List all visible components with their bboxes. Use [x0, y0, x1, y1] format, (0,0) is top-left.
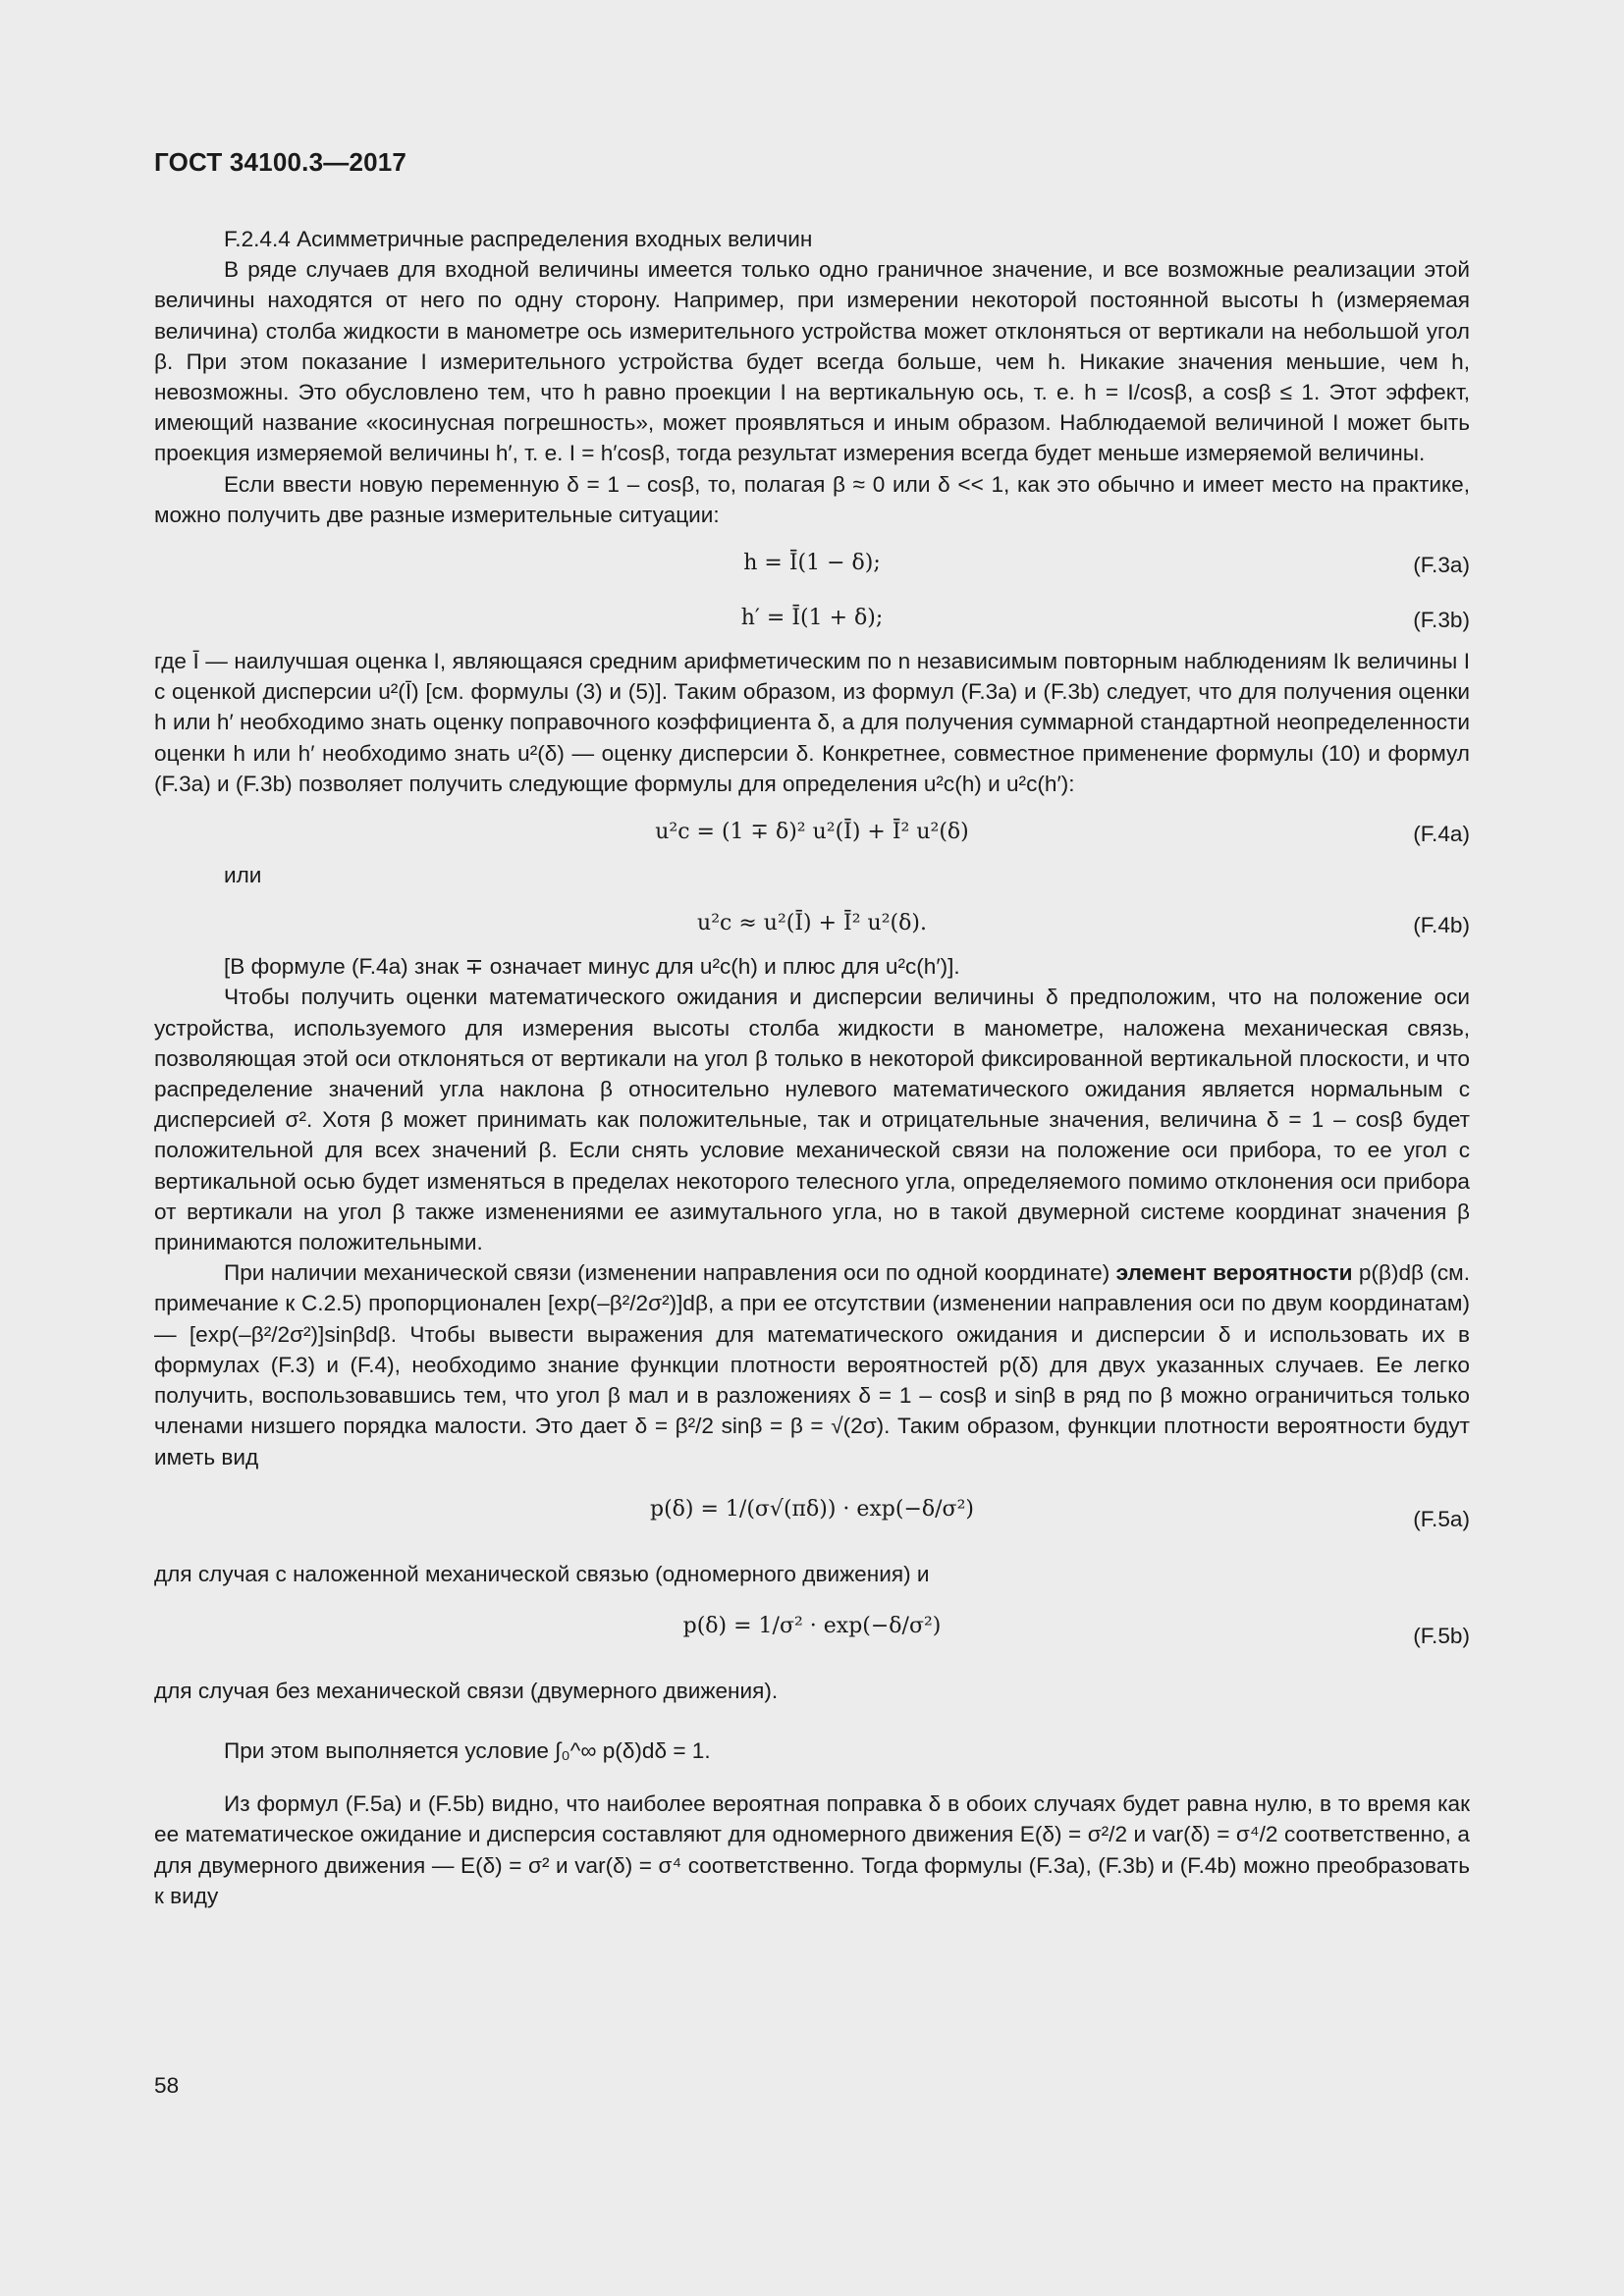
formula-f5b-number: (F.5b) [1413, 1623, 1470, 1648]
formula-f5b [154, 1603, 1470, 1666]
formula-f3b-expr: h′ = Ī(1 + δ); [740, 606, 884, 631]
formula-f3b-number: (F.3b) [1413, 608, 1470, 633]
paragraph-4: [В формуле (F.4a) знак ∓ означает минус для u²c(h) и плюс для u²c(h′)]. [224, 954, 960, 980]
formula-f3b [154, 597, 1470, 640]
formula-f5b-expr: p(δ) = 1/σ² · exp(−δ/σ²) [682, 1613, 942, 1638]
paragraph-6-start: При наличии механической связи (изменении направления оси по одной координате) [224, 1260, 1110, 1286]
document-header: ГОСТ 34100.3—2017 [154, 147, 407, 177]
page-number: 58 [154, 2073, 180, 2098]
paragraph-6-rest: p(β)dβ (см. примечание к С.2.5) пропорционален [exp(–β²/2σ²)]dβ, а при ее отсутствии (изменении направления оси по двум координатам) — [exp(–β²/2σ²)]sinβdβ. Чтобы вывести выражения для математического ожидания и дисперсии δ и использовать их в формулах (F.3) и (F.4), необходимо знание функции плотности вероятностей p(δ) для двух указанных случаев. Ее легко получить, воспользовавшись тем, что угол β мал и в разложениях δ = 1 – cosβ и sinβ в ряд по β можно ограничиться только членами низшего порядка малости. Это дает δ = β²/2 sinβ = β = √(2σ). Таким образом, функции плотности вероятности будут иметь вид [154, 1260, 1470, 1469]
formula-f5a-expr: p(δ) = 1/(σ√(πδ)) · exp(−δ/σ²) [650, 1496, 974, 1522]
page-body [154, 224, 1470, 1911]
paragraph-7: для случая с наложенной механической связью (одномерного движения) и [154, 1561, 930, 1586]
formula-f4a [154, 811, 1470, 854]
formula-f4b [154, 902, 1470, 945]
paragraph-8: для случая без механической связи (двумерного движения). [154, 1678, 779, 1703]
formula-f4b-expr: u²c ≈ u²(Ī) + Ī² u²(δ). [697, 911, 927, 936]
paragraph-10: Из формул (F.5a) и (F.5b) видно, что наиболее вероятная поправка δ в обоих случаях будет равна нулю, в то время как ее математическое ожидание и дисперсия составляют для одномерного движения E(δ) = σ²/2 и var(δ) = σ⁴/2 соответственно, а для двумерного движения — E(δ) = σ² и var(δ) = σ⁴ соответственно. Тогда формулы (F.3a), (F.3b) и (F.4b) можно преобразовать к виду [154, 1791, 1470, 1908]
formula-f3a [154, 542, 1470, 585]
formula-f4a-expr: u²c = (1 ∓ δ)² u²(Ī) + Ī² u²(δ) [655, 820, 969, 845]
paragraph-6-bold-term: элемент вероятности [1115, 1260, 1353, 1286]
paragraph-5: Чтобы получить оценки математического ожидания и дисперсии величины δ предположим, что на положение оси устройства, используемого для измерения высоты столба жидкости в манометре, наложена механическая связь, позволяющая этой оси отклоняться от вертикали на угол β только в некоторой фиксированной вертикальной плоскости, и что распределение значений угла наклона β относительно нулевого математического ожидания является нормальным с дисперсией σ². Хотя β может принимать как положительные, так и отрицательные значения, величина δ = 1 – cosβ будет положительной для всех значений β. Если снять условие механической связи на положение оси прибора, то ее угол с вертикальной осью будет изменяться в пределах некоторого телесного угла, определяемого помимо отклонения оси прибора от вертикали на угол β также изменениями ее азимутального угла, но в такой двумерной системе координат значения β принимаются положительными. [154, 985, 1470, 1255]
paragraph-2: Если ввести новую переменную δ = 1 – cosβ, то, полагая β ≈ 0 или δ << 1, как это обычно и имеет место на практике, можно получить две разные измерительные ситуации: [154, 471, 1470, 527]
formula-f3a-number: (F.3a) [1413, 553, 1470, 578]
paragraph-3: где Ī — наилучшая оценка I, являющаяся средним арифметическим по n независимым повторным наблюдениям Ik величины I с оценкой дисперсии u²(Ī) [см. формулы (3) и (5)]. Таким образом, из формул (F.3a) и (F.3b) следует, что для получения оценки h или h′ необходимо знать оценку поправочного коэффициента δ, а для получения суммарной стандартной неопределенности оценки h или h′ необходимо знать u²(δ) — оценку дисперсии δ. Конкретнее, совместное применение формулы (10) и формул (F.3a) и (F.3b) позволяет получить следующие формулы для определения u²c(h) и u²c(h′): [154, 649, 1470, 796]
formula-f5a [154, 1486, 1470, 1549]
section-heading: F.2.4.4 Асимметричные распределения входных величин [224, 227, 813, 251]
paragraph-9: При этом выполняется условие ∫₀^∞ p(δ)dδ = 1. [224, 1738, 711, 1764]
formula-f5a-number: (F.5a) [1413, 1506, 1470, 1531]
formula-f4b-number: (F.4b) [1413, 913, 1470, 938]
paragraph-6 [154, 1257, 1470, 1471]
integral-condition [154, 1714, 1470, 1789]
formula-f4a-number: (F.4a) [1413, 822, 1470, 847]
or-word: или [224, 863, 262, 888]
formula-f3a-expr: h = Ī(1 − δ); [743, 551, 881, 576]
paragraph-1: В ряде случаев для входной величины имеется только одно граничное значение, и все возможные реализации этой величины находятся от него по одну сторону. Например, при измерении некоторой постоянной высоты h (измеряемая величина) столба жидкости в манометре ось измерительного устройства может отклоняться от вертикали на небольшой угол β. При этом показание I измерительного устройства будет всегда больше, чем h. Никакие значения меньшие, чем h, невозможны. Это обусловлено тем, что h равно проекции I на вертикальную ось, т. е. h = I/cosβ, а cosβ ≤ 1. Этот эффект, имеющий название «косинусная погрешность», может проявляться и иным образом. Наблюдаемой величиной I может быть проекция измеряемой величины h′, т. е. I = h′cosβ, тогда результат измерения всегда будет меньше измеряемой величины. [154, 257, 1470, 466]
